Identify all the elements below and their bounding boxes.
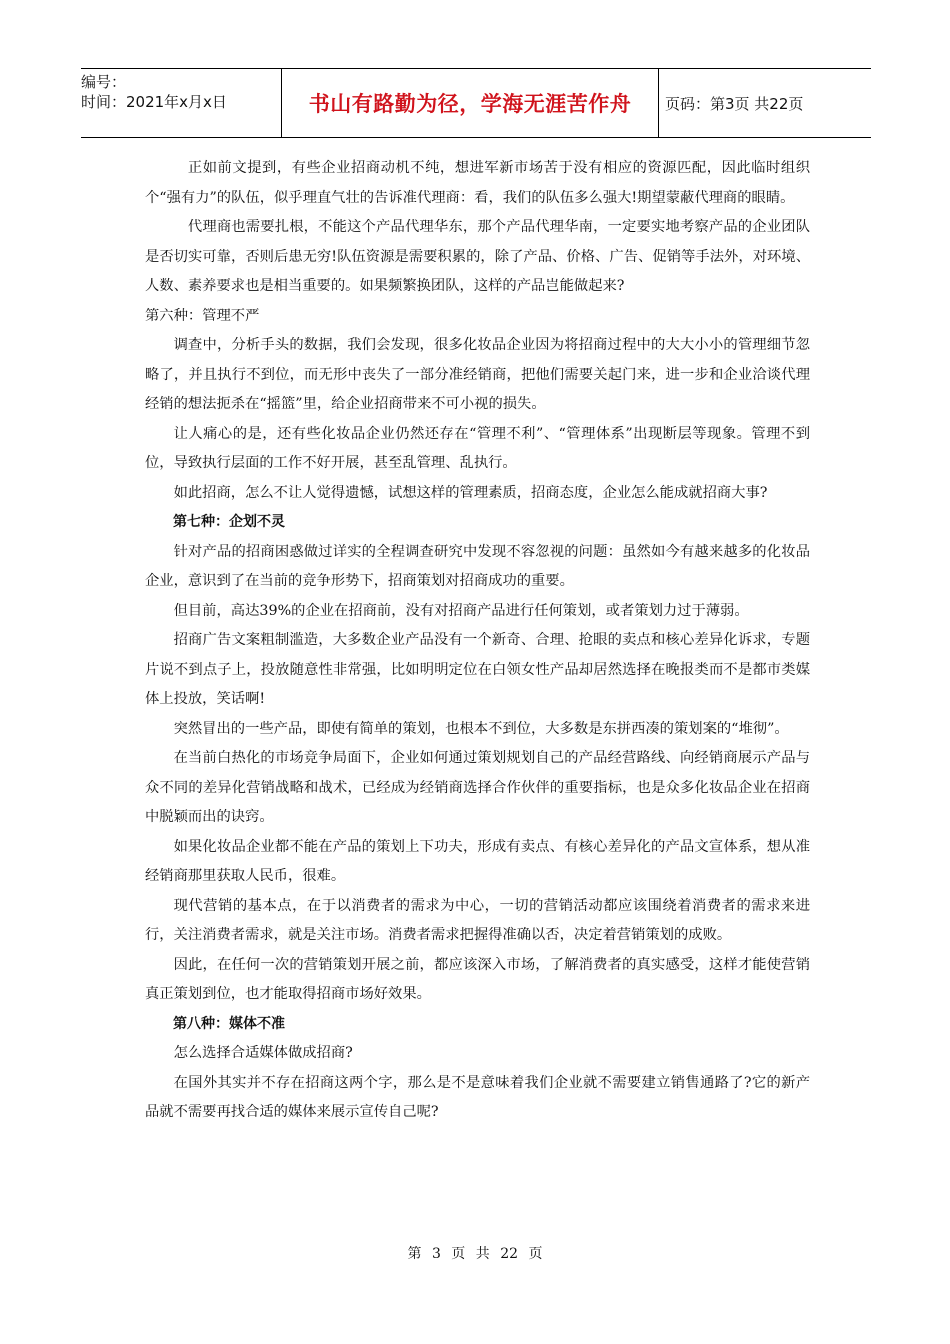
paragraph: 如此招商，怎么不让人觉得遗憾，试想这样的管理素质，招商态度，企业怎么能成就招商大事?	[173, 484, 768, 501]
paragraph: 代理商也需要扎根，不能这个产品代理华东，那个产品代理华南，一定要实地考察产品的企业团队是否切实可靠，否则后患无穷!队伍资源是需要积累的，除了产品、价格、广告、促销等手法外，对环境、人数、素养要求也是相当重要的。如果频繁换团队，这样的产品岂能做起来?	[145, 219, 810, 294]
section-heading: 第六种：管理不严	[145, 307, 260, 324]
paragraph: 因此，在任何一次的营销策划开展之前，都应该深入市场，了解消费者的真实感受，这样才能使营销真正策划到位，也才能取得招商市场好效果。	[145, 956, 810, 1002]
page-footer: 第 3 页 共 22 页	[407, 1246, 543, 1262]
page-header	[81, 68, 871, 138]
header-meta	[81, 69, 281, 137]
paragraph: 在国外其实并不存在招商这两个字，那么是不是意味着我们企业就不需要建立销售通路了?它的新产品就不需要再找合适的媒体来展示宣传自己呢?	[145, 1074, 810, 1120]
header-page-label: 页码：第3页 共22页	[665, 94, 804, 113]
paragraph: 招商广告文案粗制滥造，大多数企业产品没有一个新奇、合理、抢眼的卖点和核心差异化诉求，专题片说不到点子上，投放随意性非常强，比如明明定位在白领女性产品却居然选择在晚报类而不是都市类媒体上投放，笑话啊!	[145, 632, 810, 707]
document-body	[145, 154, 810, 1128]
document-date-label: 时间：2021年x月x日	[81, 93, 227, 111]
section-heading: 第八种：媒体不准	[173, 1015, 285, 1032]
paragraph: 怎么选择合适媒体做成招商?	[173, 1045, 353, 1061]
paragraph: 正如前文提到，有些企业招商动机不纯，想进军新市场苦于没有相应的资源匹配，因此临时组织个“强有力”的队伍，似乎理直气壮的告诉准代理商：看，我们的队伍多么强大!期望蒙蔽代理商的眼睛。	[145, 160, 810, 206]
paragraph: 但目前，高达39%的企业在招商前，没有对招商产品进行任何策划，或者策划力过于薄弱。	[173, 602, 749, 619]
section-heading: 第七种：企划不灵	[173, 514, 285, 530]
paragraph: 调查中，分析手头的数据，我们会发现，很多化妆品企业因为将招商过程中的大大小小的管理细节忽略了，并且执行不到位，而无形中丧失了一部分准经销商，把他们需要关起门来，进一步和企业洽谈代理经销的想法扼杀在“摇篮”里，给企业招商带来不可小视的损失。	[145, 337, 810, 412]
document-number-label: 编号：	[81, 73, 127, 91]
paragraph: 在当前白热化的市场竞争局面下，企业如何通过策划规划自己的产品经营路线、向经销商展示产品与众不同的差异化营销战略和战术，已经成为经销商选择合作伙伴的重要指标，也是众多化妆品企业在招商中脱颖而出的诀窍。	[145, 750, 810, 825]
header-motto: 书山有路勤为径，学海无涯苦作舟	[281, 69, 659, 137]
paragraph: 如果化妆品企业都不能在产品的策划上下功夫，形成有卖点、有核心差异化的产品文宣体系，想从准经销商那里获取人民币，很难。	[145, 838, 810, 884]
paragraph: 让人痛心的是，还有些化妆品企业仍然还存在“管理不利”、“管理体系”出现断层等现象。管理不到位，导致执行层面的工作不好开展，甚至乱管理、乱执行。	[145, 425, 810, 471]
paragraph: 针对产品的招商困惑做过详实的全程调查研究中发现不容忽视的问题：虽然如今有越来越多的化妆品企业，意识到了在当前的竞争形势下，招商策划对招商成功的重要。	[145, 543, 810, 589]
paragraph: 现代营销的基本点，在于以消费者的需求为中心，一切的营销活动都应该围绕着消费者的需求来进行，关注消费者需求，就是关注市场。消费者需求把握得准确以否，决定着营销策划的成败。	[145, 897, 810, 943]
paragraph: 突然冒出的一些产品，即使有简单的策划，也根本不到位，大多数是东拼西凑的策划案的“堆彻”。	[173, 720, 789, 737]
